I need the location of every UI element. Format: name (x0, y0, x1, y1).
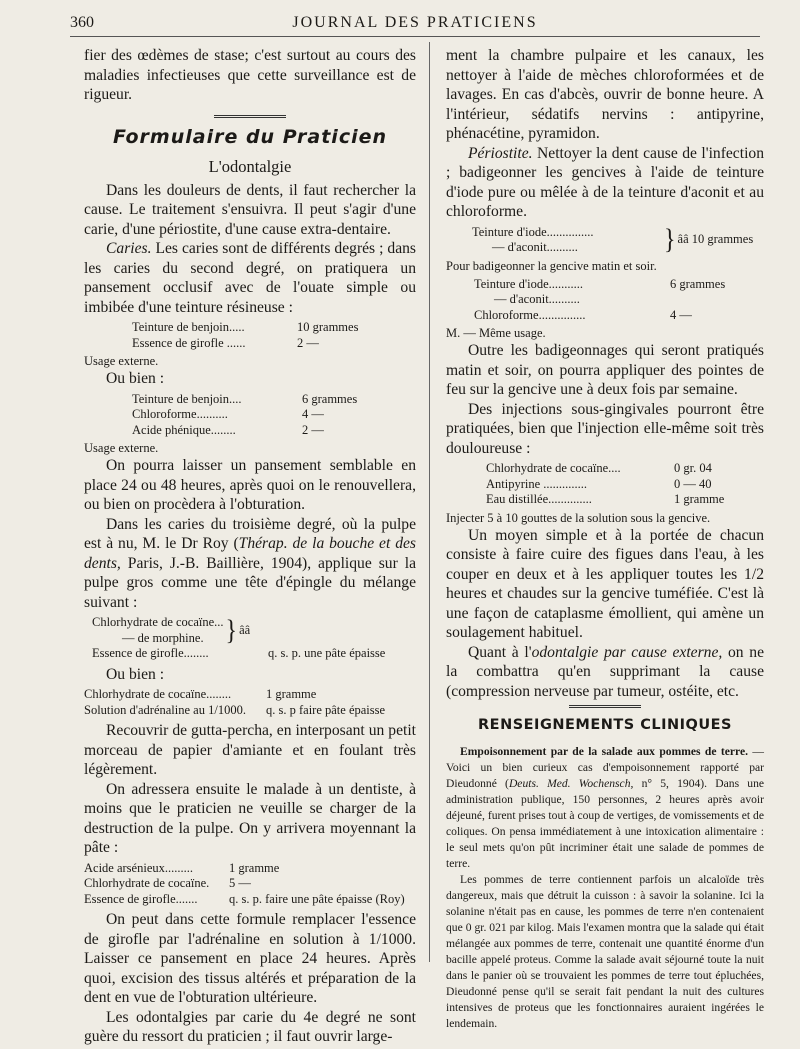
prescription-row: Chlorhydrate de cocaïne........ 1 gramme (84, 687, 317, 701)
prescription-row: Essence de girofle ...... 2 — (132, 335, 319, 350)
prescription-line: Chlorhydrate de cocaïne... (92, 615, 224, 629)
right-column (446, 46, 764, 1032)
clinical-lead: Empoisonnement par de la salade aux pommes de terre. (460, 744, 749, 758)
prescription (132, 392, 416, 439)
usage-note: M. — Même usage. (446, 326, 546, 340)
brace-icon: } (664, 224, 676, 256)
paragraph: ment la chambre pulpaire et les canaux, les nettoyer à l'aide de mèches chloroformées et de lavages. En cas d'abcès, ouvrir de bonne heure. A l'intérieur, sédatifs nervins : antipyrine, phénacétine, pyramidon. (446, 47, 764, 142)
clinical-section-title: RENSEIGNEMENTS CLINIQUES (478, 717, 732, 733)
prescription-line: — d'aconit.......... (492, 240, 578, 254)
clinical-paragraph: Les pommes de terre contiennent parfois un alcaloïde très dangereux, mais que détruit la cuisson : à savoir la solanine. Ici la solanine n'était pas en cause, les pommes de terre n'en contenaient que 0 gr. 021 par kilog. Mais l'examen montra que la salade qui était mélangée aux pommes de terre, contenait une quantité énorme d'un bacille appelé proteus. Comme la salade avait séjourné toute la nuit dans le panier où se trouvaient les pommes de terre tout épluchées, Dieudonné pense qu'il se serait fait pendant la nuit des cultures intensives de proteus que les fonctionnaires auraient ingérées le lendemain. (446, 872, 764, 1030)
prescription-group (92, 615, 416, 646)
subsection-title: L'odontalgie (208, 157, 292, 176)
paragraph: Un moyen simple et à la portée de chacun consiste à faire cuire des figues dans l'eau, à les couper en deux et à les appliquer toutes les 1/2 heures et chaudes sur la gencive tuméfiée. C'est là une façon de cataplasme émollient, qui amène un soulagement habituel. (446, 526, 764, 641)
prescription (474, 277, 764, 324)
section-separator (214, 115, 286, 120)
brace-icon: } (225, 614, 238, 647)
paragraph: Les odontalgies par carie du 4e degré ne sont guère du ressort du praticien ; il faut ouvrir large- (84, 1008, 416, 1045)
left-column (84, 46, 416, 1047)
caries-text: Les caries sont de différents degrés ; dans les caries du second degré, on pratiquera un pansement occlusif avec de l'ouate simple ou imbibée d'une teinture résineuse : (84, 240, 416, 316)
prescription-row: Eau distillée.............. 1 gramme (486, 492, 725, 506)
prescription-row: Solution d'adrénaline au 1/1000. q. s. p faire pâte épaisse (84, 702, 386, 717)
paragraph: Dans les douleurs de dents, il faut rechercher la cause. Le traitement s'ensuivra. Il peut s'agir d'une carie, d'une périostite, d'une cause extra-dentaire. (84, 181, 416, 238)
prescription-row: Chlorhydrate de cocaïne. 5 — (84, 876, 251, 890)
prescription-line: Teinture d'iode............... (472, 224, 594, 239)
paragraph: Des injections sous-gingivales pourront être pratiquées, bien que l'injection elle-même soit très douloureuse : (446, 400, 764, 457)
prescription (84, 687, 416, 718)
clinical-paragraph: Empoisonnement par de la salade aux pommes de terre. — Voici un bien curieux cas d'empoisonnement rapporté par Dieudonné (Deuts. Med. Wochensch, n° 5, 1904). Dans une administration publique, 150 personnes, 2 heures après avoir déjeuné, furent prises tout à coup de vertiges, de vomissements et de coliques. On pensa immédiatement à une intoxication alimentaire : le seul mets qu'on pût incriminer était une salade de pommes de terre. (446, 744, 765, 870)
formulaire-title: Formulaire du Praticien (112, 125, 388, 148)
intro-paragraph: fier des œdèmes de stase; c'est surtout au cours des maladies infectieuses que cette surveillance est de rigueur. (84, 47, 416, 103)
paragraph: On adressera ensuite le malade à un dentiste, à moins que le praticien ne veuille se charger de la destruction de la pulpe. On y arrivera moyennant la pâte : (84, 780, 416, 856)
prescription-row: Antipyrine .............. 0 — 40 (486, 476, 712, 491)
paragraph (84, 239, 416, 317)
usage-note: Usage externe. (84, 441, 159, 455)
prescription (132, 320, 416, 351)
paragraph: Recouvrir de gutta-percha, en interposant un petit morceau de papier d'amiante et en foulant très légèrement. (84, 722, 416, 778)
paragraph: Dans les caries du troisième degré, où la pulpe est à nu, M. le Dr Roy (Thérap. de la bouche et des dents, Paris, J.-B. Baillière, 1904), applique sur la pulpe gros comme une tête d'épingle du mélange suivant : (84, 515, 416, 611)
paragraph: Outre les badigeonnages qui seront pratiqués matin et soir, on pourra appliquer des pointes de feu sur la gencive une à deux fois par semaine. (446, 342, 764, 398)
prescription-row: Chlorhydrate de cocaïne.... 0 gr. 04 (486, 461, 712, 475)
prescription-row: Chloroforme............... 4 — (474, 307, 692, 322)
prescription-qty: ââ (239, 622, 251, 637)
paragraph: On pourra laisser un pansement semblable en place 24 ou 48 heures, après quoi on le renouvellera, ou bien on procèdera à l'obturation. (84, 457, 416, 513)
page-header (70, 14, 760, 37)
periostite-label: Périostite. (468, 144, 533, 162)
prescription (84, 861, 416, 908)
usage-note: Pour badigeonner la gencive matin et soir. (446, 258, 657, 273)
paragraph: Quant à l'odontalgie par cause externe, on ne la combattra qu'en supprimant la cause (compression nerveuse par tumeur, ostéite, etc. (446, 643, 764, 700)
prescription-row: Essence de girofle....... q. s. p. faire une pâte épaisse (Roy) (84, 891, 405, 906)
prescription-row: Teinture de benjoin.... 6 grammes (132, 391, 358, 406)
usage-note: Usage externe. (84, 354, 159, 368)
prescription-row: Teinture d'iode........... 6 grammes (474, 276, 726, 291)
prescription-group (472, 225, 764, 256)
ou-bien: Ou bien : (106, 665, 165, 683)
prescription-row: Teinture de benjoin..... 10 grammes (132, 320, 359, 334)
prescription-row: Chloroforme.......... 4 — (132, 407, 324, 421)
prescription-qty: ââ 10 grammes (677, 232, 754, 247)
usage-note: Injecter 5 à 10 gouttes de la solution sous la gencive. (446, 510, 711, 525)
caries-label: Caries. (106, 240, 152, 257)
prescription-row: Acide arsénieux......... 1 gramme (84, 860, 280, 875)
ou-bien: Ou bien : (106, 370, 165, 387)
prescription (486, 461, 764, 508)
paragraph: Périostite. Nettoyer la dent cause de l'infection ; badigeonner les gencives à l'aide de teinture d'iode pure ou mêlée à de la teinture d'aconit et au chloroforme. (446, 144, 764, 220)
prescription (472, 225, 764, 256)
section-separator (569, 705, 641, 710)
prescription (92, 615, 416, 662)
page-number: 360 (70, 14, 94, 31)
column-divider (429, 42, 430, 962)
prescription-line: — de morphine. (122, 630, 204, 645)
paragraph: On peut dans cette formule remplacer l'essence de girofle par l'adrénaline en solution à 1/1000. Laisser ce pansement en place 24 heures. Après quoi, excision des tissus altérés et préparation de la dent en vue de l'obturation ultérieure. (84, 911, 416, 1006)
prescription-row: Acide phénique........ 2 — (132, 422, 324, 437)
prescription-row: — d'aconit.......... (494, 292, 580, 306)
prescription-row: Essence de girofle........ q. s. p. une pâte épaisse (92, 646, 386, 660)
journal-title: JOURNAL DES PRATICIENS (292, 14, 538, 31)
